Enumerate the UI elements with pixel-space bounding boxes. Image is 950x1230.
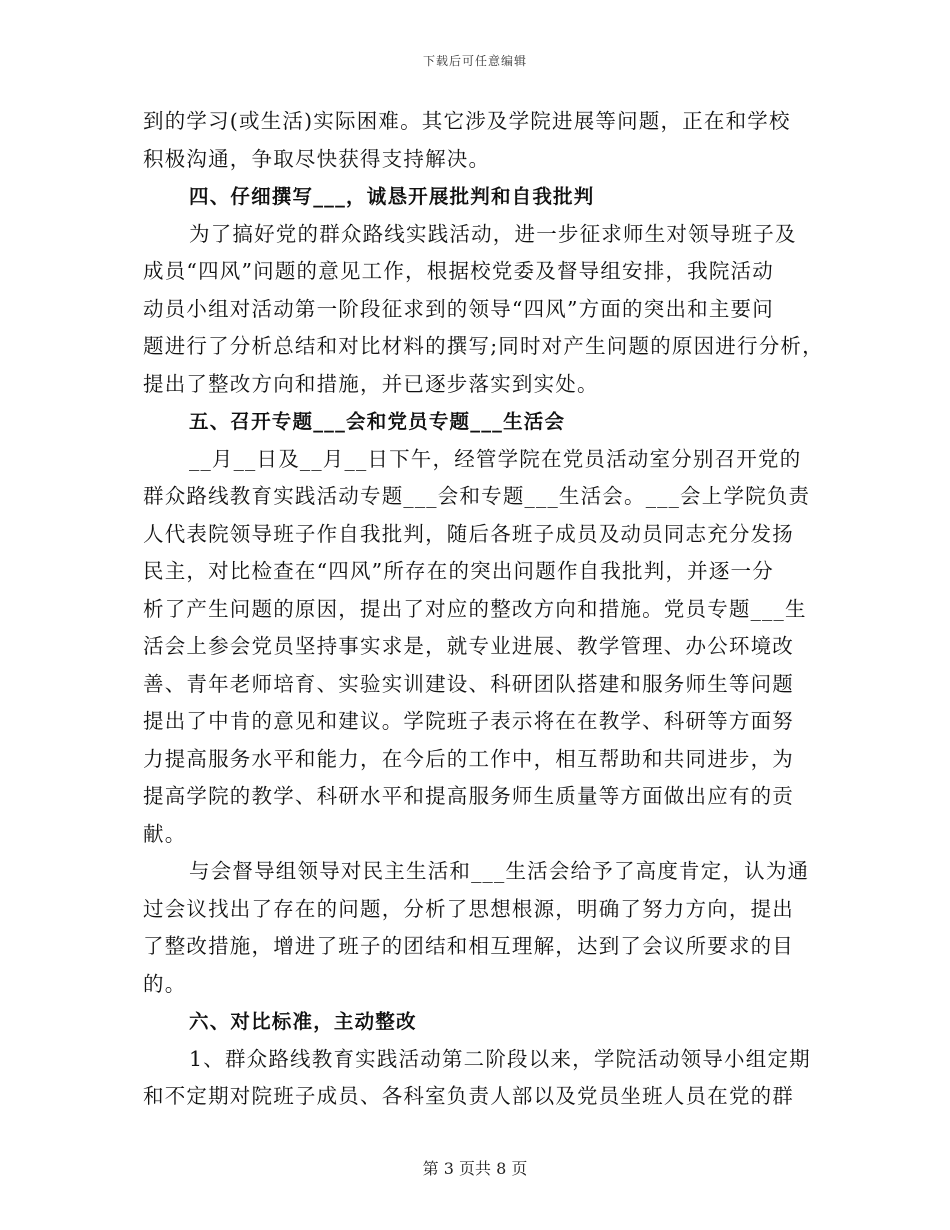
page-header: 下载后可任意编辑 [422,54,527,68]
text-line: 到的学习(或生活)实际困难。其它涉及学院进展等问题，正在和学校 [143,109,791,133]
text-line: 提高学院的教学、科研水平和提高服务师生质量等方面做出应有的贡 [143,784,794,808]
section-heading: 五、召开专题___会和党员专题___生活会 [189,410,566,433]
text-line: 动员小组对活动第一阶段征求到的领导“四风”方面的突出和主要问 [143,296,774,321]
text-line: 和不定期对院班子成员、各科室负责人部以及党员坐班人员在党的群 [143,1084,794,1108]
text-line: 积极沟通，争取尽快获得支持解决。 [143,146,491,171]
text-line: 了整改措施，增进了班子的团结和相互理解，达到了会议所要求的目 [143,934,794,958]
text-line: 1、群众路线教育实践活动第二阶段以来，学院活动领导小组定期 [189,1046,811,1071]
section-heading: 六、对比标准，主动整改 [189,1010,417,1033]
page-footer: 第 3 页共 8 页 [422,1159,528,1178]
text-line: 题进行了分析总结和对比材料的撰写;同时对产生问题的原因进行分析， [143,334,824,358]
text-line: 献。 [143,821,187,846]
text-line: 提出了中肯的意见和建议。学院班子表示将在在教学、科研等方面努 [143,709,794,733]
text-line: 析了产生问题的原因，提出了对应的整改方向和措施。党员专题___生 [143,596,807,621]
text-line: 过会议找出了存在的问题，分析了思想根源，明确了努力方向，提出 [143,896,794,921]
text-line: 民主，对比检查在“四风”所存在的突出问题作自我批判，并逐一分 [143,559,774,583]
text-line: 提出了整改方向和措施，并已逐步落实到实处。 [143,371,599,396]
text-line: 人代表院领导班子作自我批判，随后各班子成员及动员同志充分发扬 [143,521,794,546]
text-line: 为了搞好党的群众路线实践活动，进一步征求师生对领导班子及 [189,221,797,246]
text-line: __月__日及__月__日下午，经管学院在党员活动室分别召开党的 [189,446,802,471]
text-line: 的。 [143,971,187,996]
text-line: 成员“四风”问题的意见工作，根据校党委及督导组安排，我院活动 [143,259,774,283]
document-body [143,103,824,1116]
section-heading: 四、仔细撰写___，诚恳开展批判和自我批判 [189,185,595,208]
text-line: 与会督导组领导对民主生活和___生活会给予了高度肯定，认为通 [189,859,810,883]
text-line: 善、青年老师培育、实验实训建设、科研团队搭建和服务师生等问题 [143,671,794,696]
text-line: 群众路线教育实践活动专题___会和专题___生活会。___会上学院负责 [143,484,811,508]
text-line: 力提高服务水平和能力，在今后的工作中，相互帮助和共同进步，为 [143,746,794,771]
text-line: 活会上参会党员坚持事实求是，就专业进展、教学管理、办公环境改 [143,634,794,658]
